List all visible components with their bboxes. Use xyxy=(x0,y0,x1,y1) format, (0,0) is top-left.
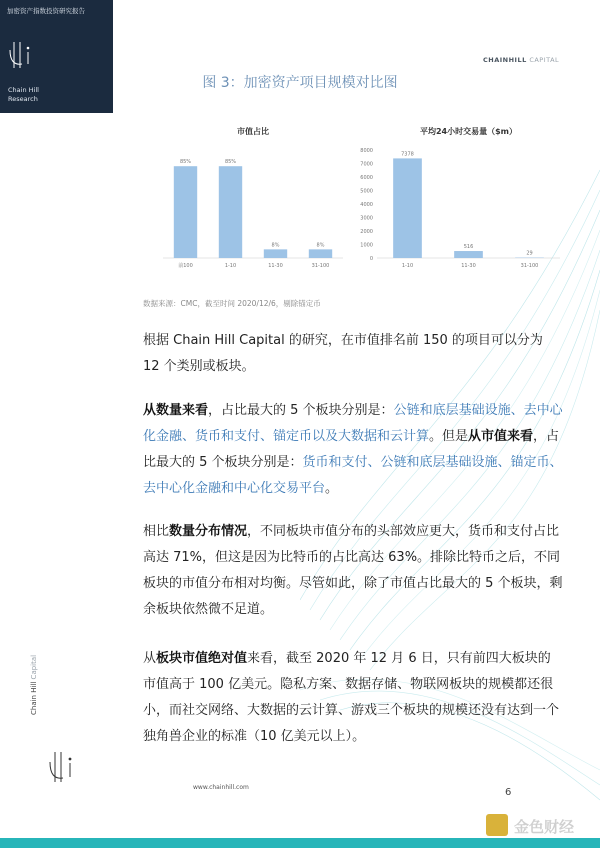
footer-bar xyxy=(0,838,600,848)
watermark: 金色财经 xyxy=(486,812,596,840)
y-tick-label: 4000 xyxy=(360,202,373,208)
paragraph-2: 从数量来看，占比最大的 5 个板块分别是：公链和底层基础设施、去中心化金融、货币和支付、锚定币以及大数据和云计算。但是从市值来看，占比最大的 5 个板块分别是：货币和支付、公链和底层基础设施、锚定币、去中心化金融和中心化交易平台。 xyxy=(143,403,563,496)
x-tick-label: 11-30 xyxy=(268,263,283,269)
y-tick-label: 2000 xyxy=(360,229,373,235)
data-label: 85% xyxy=(179,159,192,166)
chart-title: 平均24小时交易量（$m） xyxy=(419,127,518,136)
header-brand-block xyxy=(0,0,113,113)
market-cap-share-chart xyxy=(143,122,353,282)
data-label: 8% xyxy=(316,242,325,249)
data-label: 7378 xyxy=(401,151,414,158)
x-tick-label: 前100 xyxy=(178,263,193,269)
y-tick-label: 3000 xyxy=(360,215,373,222)
capital-wordmark: CHAINHILL CAPITAL xyxy=(483,56,560,64)
bar xyxy=(454,251,483,258)
side-brand-vertical: Chain Hill Capital xyxy=(30,654,38,715)
x-tick-label: 1-10 xyxy=(401,263,414,269)
bar xyxy=(219,166,242,258)
figure-title: 图 3：加密资产项目规模对比图 xyxy=(202,75,398,91)
bar xyxy=(309,249,332,258)
y-tick-label: 8000 xyxy=(360,148,373,154)
report-title: 加密资产指数投资研究报告 xyxy=(7,7,85,15)
y-tick-label: 6000 xyxy=(360,175,373,181)
y-tick-label: 0 xyxy=(369,256,373,262)
chainhill-footer-logo-icon xyxy=(48,750,78,784)
x-tick-label: 31-100 xyxy=(311,263,330,269)
bar xyxy=(393,158,422,258)
website-link[interactable]: www.chainhill.com xyxy=(193,784,249,791)
brand-text: Chain Hill Research xyxy=(8,86,39,103)
page-number: 6 xyxy=(505,787,512,798)
paragraph-4: 从板块市值绝对值来看，截至 2020 年 12 月 6 日，只有前四大板块的市值高于 100 亿美元。隐私方案、数据存储、物联网板块的规模都还很小，而社交网络、大数据的云计算、游戏三个板块的规模还没有达到一个独角兽企业的标准（10 亿美元以上）。 xyxy=(143,651,560,744)
y-tick-label: 1000 xyxy=(360,242,373,249)
data-label: 29 xyxy=(526,250,533,257)
watermark-logo-icon xyxy=(486,814,508,836)
data-label: 85% xyxy=(224,159,237,166)
paragraph-3: 相比数量分布情况，不同板块市值分布的头部效应更大，货币和支付占比高达 71%，但这是因为比特币的占比高达 63%。排除比特币之后，不同板块的市值分布相对均衡。尽管如此，除了市值占比最大的 5 个板块，剩余板块依然微不足道。 xyxy=(143,524,563,617)
data-label: 8% xyxy=(271,242,280,249)
data-source-note: 数据来源：CMC，截至时间 2020/12/6，剔除锚定币 xyxy=(143,299,321,308)
chainhill-logo-icon xyxy=(8,40,36,70)
paragraph-1: 根据 Chain Hill Capital 的研究，在市值排名前 150 的项目可以分为 12 个类别或板块。 xyxy=(143,333,543,374)
avg-volume-chart xyxy=(355,122,570,282)
x-tick-label: 31-100 xyxy=(520,263,539,269)
bar xyxy=(264,249,287,258)
y-tick-label: 7000 xyxy=(360,161,373,168)
y-tick-label: 5000 xyxy=(360,188,373,195)
x-tick-label: 1-10 xyxy=(224,263,237,269)
bar xyxy=(174,166,197,258)
x-tick-label: 11-30 xyxy=(461,263,476,269)
data-label: 516 xyxy=(463,244,474,251)
chart-title: 市值占比 xyxy=(237,127,269,136)
